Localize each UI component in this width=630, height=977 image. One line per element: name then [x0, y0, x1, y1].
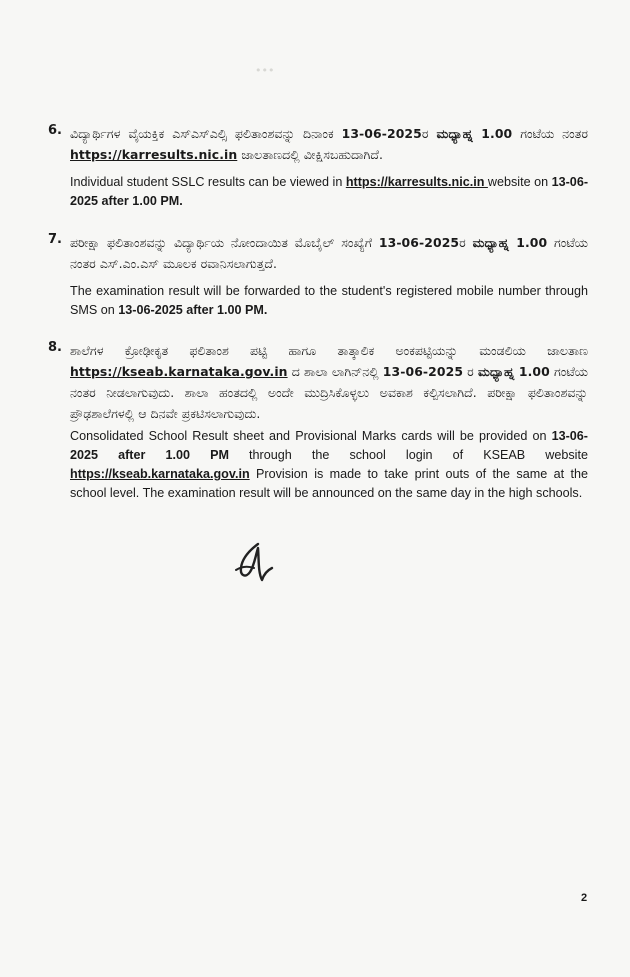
item-number: 8. [48, 340, 62, 355]
list-item-7 [48, 232, 588, 320]
bleed-through-mark: ••• [255, 64, 275, 77]
kseab-link[interactable]: https://kseab.karnataka.gov.in [70, 364, 288, 379]
item-number: 6. [48, 123, 62, 138]
kannada-paragraph: ವಿದ್ಯಾರ್ಥಿಗಳ ವೈಯಕ್ತಿಕ ಎಸ್ಎಸ್ಎಲ್ಸಿ ಫಲಿತಾಂಶವನ್ನು ದಿನಾಂಕ 13-06-2025ರ ಮಧ್ಯಾಹ್ನ 1.00 ಗಂಟೆಯ ನಂತರ https://karresults.nic.in ಜಾಲತಾಣದಲ್ಲಿ ವೀಕ್ಷಿಸಬಹುದಾಗಿದೆ. [70, 126, 588, 162]
list-item-8 [48, 340, 588, 503]
page-number: 2 [581, 892, 588, 904]
karresults-link[interactable]: https://karresults.nic.in [345, 175, 488, 189]
kseab-link[interactable]: https://kseab.karnataka.gov.in [70, 467, 250, 481]
list-item-6 [48, 123, 588, 211]
item-number: 7. [48, 232, 62, 247]
english-paragraph: Individual student SSLC results can be viewed in https://karresults.nic.in website on 13-06-2025 after 1.00 PM. [70, 175, 589, 208]
kannada-paragraph: ಶಾಲೆಗಳ ಕ್ರೋಢೀಕೃತ ಫಲಿತಾಂಶ ಪಟ್ಟಿ ಹಾಗೂ ತಾತ್ಕಾಲಿಕ ಅಂಕಪಟ್ಟಿಯನ್ನು ಮಂಡಲಿಯ ಜಾಲತಾಣ https://kseab.karnataka.gov.in ದ ಶಾಲಾ ಲಾಗಿನ್‌ನಲ್ಲಿ 13-06-2025 ರ ಮಧ್ಯಾಹ್ನ 1.00 ಗಂಟೆಯ ನಂತರ ನೀಡಲಾಗುವುದು. ಶಾಲಾ ಹಂತದಲ್ಲಿ ಅಂದೇ ಮುದ್ರಿಸಿಕೊಳ್ಳಲು ಅವಕಾಶ ಕಲ್ಪಿಸಲಾಗಿದೆ. ಪರೀಕ್ಷಾ ಫಲಿತಾಂಶವನ್ನು ಪ್ರೌಢಶಾಲೆಗಳಲ್ಲಿ ಆ ದಿನವೇ ಪ್ರಕಟಿಸಲಾಗುವುದು. [70, 343, 588, 421]
kannada-paragraph: ಪರೀಕ್ಷಾ ಫಲಿತಾಂಶವನ್ನು ವಿದ್ಯಾರ್ಥಿಯ ನೋಂದಾಯಿತ ಮೊಬೈಲ್ ಸಂಖ್ಯೆಗೆ 13-06-2025ರ ಮಧ್ಯಾಹ್ನ 1.00 ಗಂಟೆಯ ನಂತರ ಎಸ್.ಎಂ.ಎಸ್ ಮೂಲಕ ರವಾನಿಸಲಾಗುತ್ತದೆ. [70, 235, 588, 271]
signature-mark [228, 540, 278, 586]
english-paragraph: The examination result will be forwarded to the student's registered mobile number through SMS on 13-06-2025 after 1.00 PM. [70, 284, 588, 317]
english-paragraph: Consolidated School Result sheet and Provisional Marks cards will be provided on 13-06-2025 after 1.00 PM through the school login of KSEAB website https://kseab.karnataka.gov.in Provision is made to take print outs of the same at the school level. The examination result will be announced on the same day in the high schools. [70, 429, 588, 500]
karresults-link[interactable]: https://karresults.nic.in [70, 147, 238, 162]
